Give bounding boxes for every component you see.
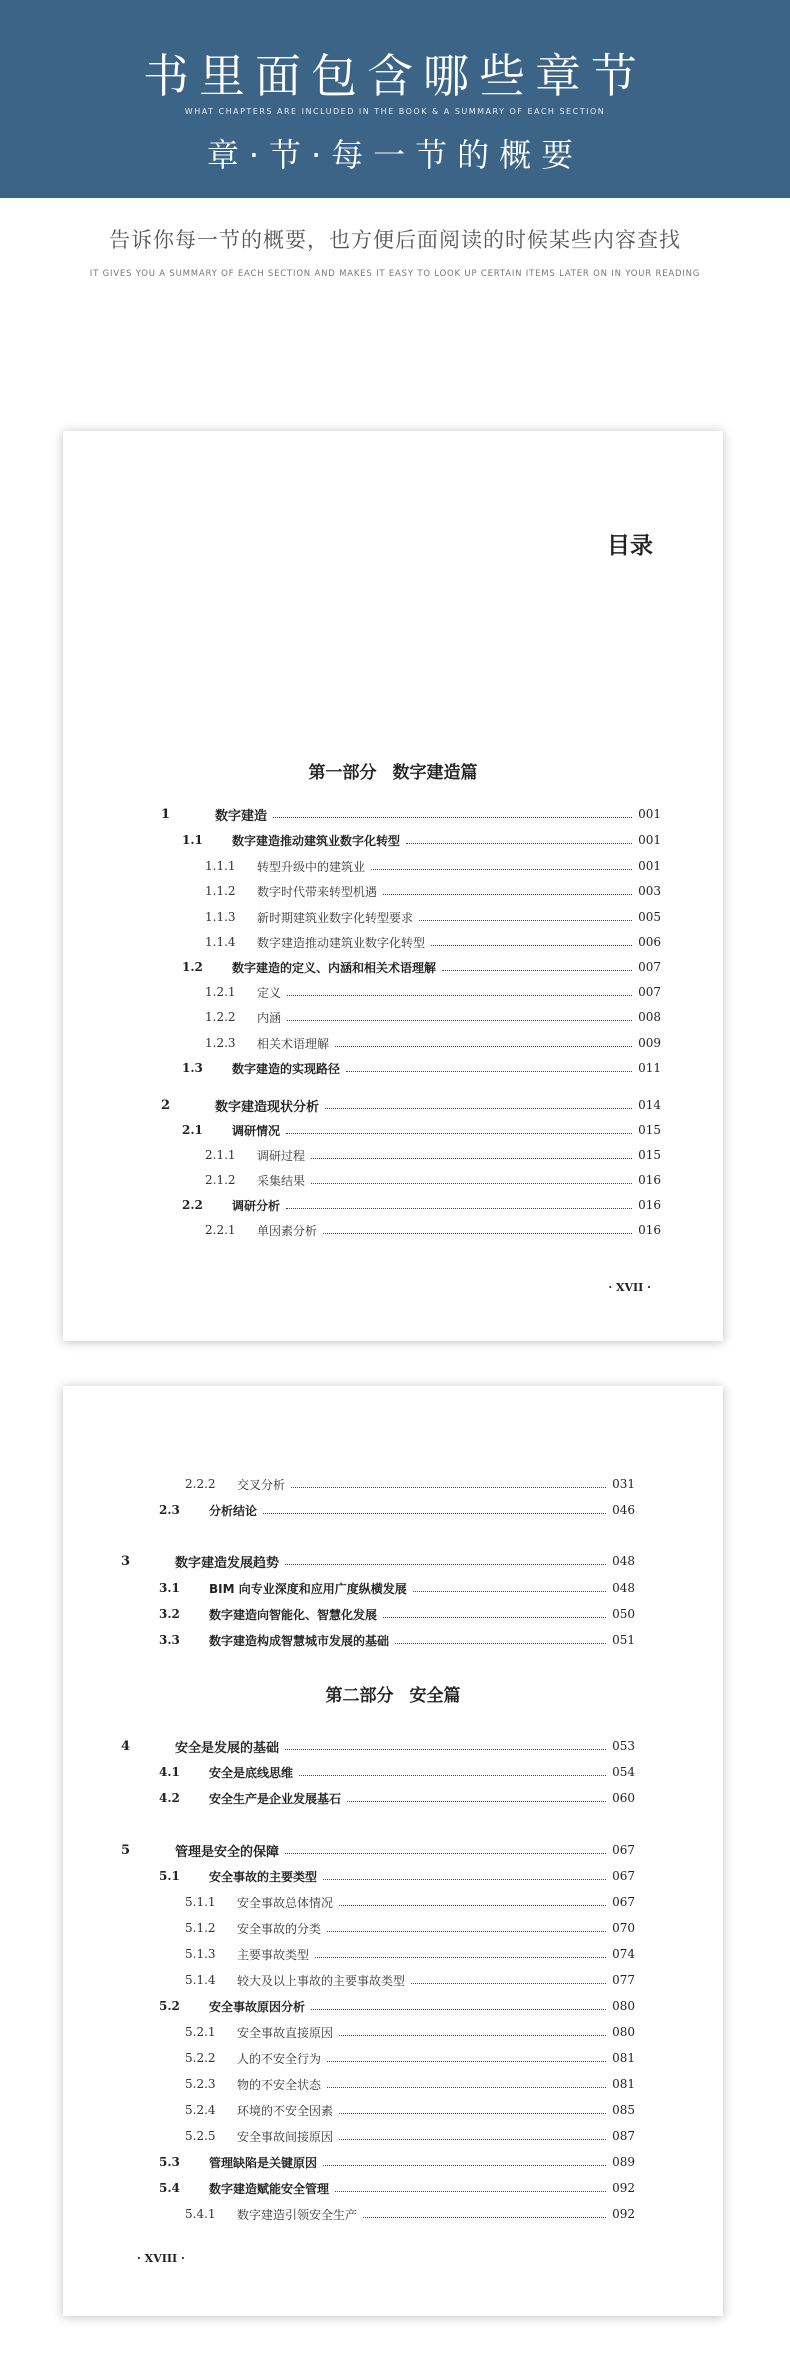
toc-entry-number: 1.2.3	[205, 1036, 236, 1050]
toc-page-1	[63, 431, 723, 1341]
toc-entry-number: 1.1	[182, 833, 203, 847]
dot-leader	[335, 1046, 632, 1047]
dot-leader	[347, 1801, 606, 1802]
toc-entry-label: 安全是发展的基础	[175, 1740, 280, 1756]
toc-entry-page: 008	[638, 1010, 661, 1024]
toc-entry-label: 数字时代带来转型机遇	[257, 884, 378, 899]
toc-entry-number: 5.1.2	[185, 1921, 216, 1935]
toc-entry-label: 交叉分析	[237, 1477, 286, 1492]
toc-entry-number: 5.2.4	[185, 2103, 216, 2117]
toc-entry-label: 安全事故总体情况	[237, 1895, 334, 1910]
dot-leader	[406, 843, 632, 844]
toc-entry-page: 048	[612, 1554, 635, 1568]
toc-entry-page: 007	[638, 985, 661, 999]
toc-entry	[205, 1221, 661, 1239]
toc-entry-label: 数字建造推动建筑业数字化转型	[232, 833, 401, 848]
part-number: 第二部分	[325, 1686, 394, 1706]
toc-entry-label: 安全事故的主要类型	[209, 1869, 318, 1884]
toc-entry-number: 5	[121, 1842, 131, 1858]
toc-entry-number: 5.2.3	[185, 2077, 216, 2091]
toc-entry	[159, 1763, 635, 1781]
toc-entry-label: 安全生产是企业发展基石	[209, 1791, 342, 1806]
toc-entry-label: 数字建造引领安全生产	[237, 2207, 358, 2222]
intro-english: IT GIVES YOU A SUMMARY OF EACH SECTION AND MAKES IT EASY TO LOOK UP CERTAIN ITEMS LATER ON IN YOUR READING	[89, 269, 701, 279]
toc-entry-page: 060	[612, 1791, 635, 1805]
header-banner	[0, 0, 790, 198]
toc-entry	[159, 1867, 635, 1885]
toc-entry-number: 3.1	[159, 1581, 180, 1595]
toc-entry	[205, 908, 661, 926]
toc-entry-page: 077	[612, 1973, 635, 1987]
toc-entry	[185, 1971, 635, 1989]
toc-entry-number: 2.2.2	[185, 1477, 216, 1491]
toc-entry	[185, 1919, 635, 1937]
toc-entry	[121, 1552, 635, 1570]
toc-entry-label: 采集结果	[257, 1173, 306, 1188]
toc-entry-label: 数字建造的定义、内涵和相关术语理解	[232, 960, 437, 975]
toc-entry-label: 物的不安全状态	[237, 2077, 322, 2092]
toc-entry-label: 数字建造	[215, 808, 268, 824]
banner-english-subtitle: WHAT CHAPTERS ARE INCLUDED IN THE BOOK & A SUMMARY OF EACH SECTION	[184, 107, 606, 116]
dot-leader	[315, 1957, 606, 1958]
dot-leader	[327, 2061, 606, 2062]
toc-entry-number: 5.2.1	[185, 2025, 216, 2039]
dot-leader	[363, 2217, 606, 2218]
dot-leader	[311, 1183, 632, 1184]
toc-entry	[185, 2023, 635, 2041]
toc-entry-page: 016	[638, 1198, 661, 1212]
toc-entry	[205, 933, 661, 951]
toc-entry-label: 环境的不安全因素	[237, 2103, 334, 2118]
dot-leader	[323, 2165, 606, 2166]
dot-leader	[323, 1879, 606, 1880]
dot-leader	[285, 1749, 606, 1750]
toc-entry	[182, 1059, 661, 1077]
toc-entry-label: 管理缺陷是关键原因	[209, 2155, 318, 2170]
toc-entry-page: 011	[638, 1061, 661, 1075]
dot-leader	[413, 1591, 606, 1592]
toc-entry-label: 转型升级中的建筑业	[257, 859, 366, 874]
toc-entry-page: 080	[612, 2025, 635, 2039]
toc-entry	[182, 958, 661, 976]
toc-entry	[185, 2049, 635, 2067]
page-folio: · XVIII ·	[137, 2252, 185, 2265]
toc-entry-page: 051	[612, 1633, 635, 1647]
dot-leader	[311, 1158, 632, 1159]
toc-entry-number: 5.2.2	[185, 2051, 216, 2065]
toc-entry-number: 1.3	[182, 1061, 203, 1075]
toc-entry-number: 1.1.3	[205, 910, 236, 924]
toc-entry-number: 4	[121, 1738, 131, 1754]
toc-entry-number: 1	[161, 806, 171, 822]
toc-entry-label: 分析结论	[209, 1503, 258, 1518]
toc-entry-number: 3.3	[159, 1633, 180, 1647]
toc-entry-number: 4.1	[159, 1765, 180, 1779]
toc-page-2	[63, 1386, 723, 2316]
toc-entry	[121, 1737, 635, 1755]
toc-entry-page: 046	[612, 1503, 635, 1517]
toc-entry	[182, 1121, 661, 1139]
toc-entry-page: 014	[638, 1098, 661, 1112]
toc-entry-page: 015	[638, 1123, 661, 1137]
toc-entry	[159, 2179, 635, 2197]
toc-entry-number: 5.1	[159, 1869, 180, 1883]
dot-leader	[339, 2113, 606, 2114]
toc-entry	[205, 1171, 661, 1189]
toc-entry	[205, 857, 661, 875]
dot-leader	[325, 1108, 632, 1109]
dot-leader	[287, 995, 632, 996]
part-title	[63, 1681, 723, 1706]
toc-entry-label: 数字建造赋能安全管理	[209, 2181, 330, 2196]
toc-entry-label: 数字建造构成智慧城市发展的基础	[209, 1633, 390, 1648]
toc-entry	[182, 831, 661, 849]
dot-leader	[371, 869, 632, 870]
dot-leader	[411, 1983, 606, 1984]
toc-entry	[205, 1008, 661, 1026]
toc-entry-number: 2.1	[182, 1123, 203, 1137]
toc-entry-page: 016	[638, 1173, 661, 1187]
toc-entry-number: 1.2.2	[205, 1010, 236, 1024]
toc-entry-page: 005	[638, 910, 661, 924]
toc-entry	[159, 1997, 635, 2015]
toc-entry-label: 数字建造的实现路径	[232, 1061, 341, 1076]
toc-entry-label: 安全是底线思维	[209, 1765, 294, 1780]
toc-entry-label: 数字建造发展趋势	[175, 1555, 280, 1571]
dot-leader	[339, 2139, 606, 2140]
toc-entry-label: 主要事故类型	[237, 1947, 310, 1962]
toc-entry-label: 调研情况	[232, 1123, 281, 1138]
toc-entry-page: 001	[638, 807, 661, 821]
toc-entry-page: 081	[612, 2051, 635, 2065]
toc-entry-number: 2.1.1	[205, 1148, 236, 1162]
toc-entry-page: 048	[612, 1581, 635, 1595]
toc-entry-page: 092	[612, 2207, 635, 2221]
toc-entry-page: 067	[612, 1843, 635, 1857]
toc-entry-number: 5.3	[159, 2155, 180, 2169]
toc-entry-page: 009	[638, 1036, 661, 1050]
dot-leader	[299, 1775, 606, 1776]
toc-entry-number: 2	[161, 1097, 171, 1113]
toc-entry-number: 2.2.1	[205, 1223, 236, 1237]
toc-entry	[185, 2205, 635, 2223]
dot-leader	[346, 1071, 632, 1072]
toc-entry-number: 5.1.1	[185, 1895, 216, 1909]
toc-entry-page: 001	[638, 833, 661, 847]
toc-entry	[161, 1096, 661, 1114]
toc-entry-number: 1.2	[182, 960, 203, 974]
toc-entry-page: 016	[638, 1223, 661, 1237]
dot-leader	[263, 1513, 606, 1514]
toc-entry-label: 安全事故间接原因	[237, 2129, 334, 2144]
toc-entry	[159, 1631, 635, 1649]
banner-title: 书里面包含哪些章节	[143, 49, 647, 103]
toc-entry-label: 数字建造现状分析	[215, 1099, 320, 1115]
toc-entry	[205, 1034, 661, 1052]
toc-entry-number: 2.3	[159, 1503, 180, 1517]
dot-leader	[286, 1133, 632, 1134]
toc-entry-page: 067	[612, 1895, 635, 1909]
toc-entry-label: 内涵	[257, 1010, 282, 1025]
toc-entry	[182, 1196, 661, 1214]
toc-entry-label: 新时期建筑业数字化转型要求	[257, 910, 414, 925]
toc-entry-label: 人的不安全行为	[237, 2051, 322, 2066]
toc-entry	[159, 1579, 635, 1597]
dot-leader	[339, 1905, 606, 1906]
toc-entry	[159, 2153, 635, 2171]
toc-entry-page: 007	[638, 960, 661, 974]
toc-entry-page: 001	[638, 859, 661, 873]
toc-entry-label: 数字建造推动建筑业数字化转型	[257, 935, 426, 950]
dot-leader	[395, 1643, 606, 1644]
toc-entry-page: 003	[638, 884, 661, 898]
toc-entry-page: 050	[612, 1607, 635, 1621]
toc-entry-label: BIM 向专业深度和应用广度纵横发展	[209, 1581, 407, 1596]
toc-title: 目录	[607, 532, 653, 559]
toc-entry-page: 006	[638, 935, 661, 949]
toc-entry	[185, 1475, 635, 1493]
toc-entry-number: 5.2.5	[185, 2129, 216, 2143]
toc-entry-label: 安全事故的分类	[237, 1921, 322, 1936]
toc-entry-label: 安全事故原因分析	[209, 1999, 306, 2014]
toc-entry-number: 5.1.3	[185, 1947, 216, 1961]
dot-leader	[383, 894, 632, 895]
toc-entry	[205, 882, 661, 900]
toc-entry	[161, 805, 661, 823]
page-folio: · XVII ·	[608, 1281, 651, 1294]
toc-entry-label: 单因素分析	[257, 1223, 318, 1238]
dot-leader	[311, 2009, 606, 2010]
dot-leader	[285, 1853, 606, 1854]
toc-entry-page: 074	[612, 1947, 635, 1961]
dot-leader	[339, 2035, 606, 2036]
dot-leader	[383, 1617, 606, 1618]
toc-entry-page: 053	[612, 1739, 635, 1753]
toc-entry-page: 070	[612, 1921, 635, 1935]
toc-entry-number: 1.2.1	[205, 985, 236, 999]
toc-entry-number: 2.2	[182, 1198, 203, 1212]
toc-entry-number: 3	[121, 1553, 131, 1569]
dot-leader	[323, 1233, 632, 1234]
intro-text: 告诉你每一节的概要，也方便后面阅读的时候某些内容查找	[109, 228, 681, 252]
toc-entry-page: 092	[612, 2181, 635, 2195]
toc-entry-page: 081	[612, 2077, 635, 2091]
dot-leader	[273, 817, 632, 818]
toc-entry-number: 5.2	[159, 1999, 180, 2013]
dot-leader	[419, 920, 632, 921]
toc-entry	[185, 2075, 635, 2093]
toc-entry-number: 2.1.2	[205, 1173, 236, 1187]
dot-leader	[335, 2191, 606, 2192]
toc-entry	[121, 1841, 635, 1859]
toc-entry-number: 1.1.1	[205, 859, 236, 873]
toc-entry-number: 1.1.2	[205, 884, 236, 898]
dot-leader	[327, 1931, 606, 1932]
part-number: 第一部分	[308, 763, 377, 783]
toc-entry-number: 3.2	[159, 1607, 180, 1621]
toc-entry-label: 定义	[257, 985, 282, 1000]
toc-entry	[185, 2101, 635, 2119]
toc-entry-page: 054	[612, 1765, 635, 1779]
toc-entry-page: 089	[612, 2155, 635, 2169]
toc-entry-label: 管理是安全的保障	[175, 1844, 280, 1860]
dot-leader	[286, 1208, 632, 1209]
toc-entry-number: 5.4.1	[185, 2207, 216, 2221]
toc-entry	[205, 983, 661, 1001]
toc-entry-label: 调研分析	[232, 1198, 281, 1213]
toc-entry	[185, 1945, 635, 1963]
toc-entry-page: 080	[612, 1999, 635, 2013]
dot-leader	[285, 1564, 606, 1565]
banner-subtitle: 章·节·每一节的概要	[206, 136, 584, 174]
toc-entry-page: 085	[612, 2103, 635, 2117]
toc-entry	[159, 1605, 635, 1623]
toc-entry-label: 调研过程	[257, 1148, 306, 1163]
dot-leader	[431, 945, 632, 946]
toc-entry	[159, 1501, 635, 1519]
toc-entry	[205, 1146, 661, 1164]
toc-entry	[185, 1893, 635, 1911]
dot-leader	[287, 1020, 632, 1021]
dot-leader	[291, 1487, 606, 1488]
toc-entry-label: 较大及以上事故的主要事故类型	[237, 1973, 406, 1988]
toc-entry-number: 5.1.4	[185, 1973, 216, 1987]
toc-entry-number: 5.4	[159, 2181, 180, 2195]
toc-entry	[159, 1789, 635, 1807]
part-name: 安全篇	[409, 1686, 461, 1706]
toc-entry-label: 相关术语理解	[257, 1036, 330, 1051]
toc-entry-number: 1.1.4	[205, 935, 236, 949]
toc-entry-page: 015	[638, 1148, 661, 1162]
toc-entry-page: 087	[612, 2129, 635, 2143]
part-title	[63, 758, 723, 783]
toc-entry-page: 031	[612, 1477, 635, 1491]
part-name: 数字建造篇	[392, 763, 478, 783]
toc-entry-label: 数字建造向智能化、智慧化发展	[209, 1607, 378, 1622]
dot-leader	[327, 2087, 606, 2088]
toc-entry-label: 安全事故直接原因	[237, 2025, 334, 2040]
toc-entry	[185, 2127, 635, 2145]
dot-leader	[442, 970, 632, 971]
toc-entry-number: 4.2	[159, 1791, 180, 1805]
toc-entry-page: 067	[612, 1869, 635, 1883]
